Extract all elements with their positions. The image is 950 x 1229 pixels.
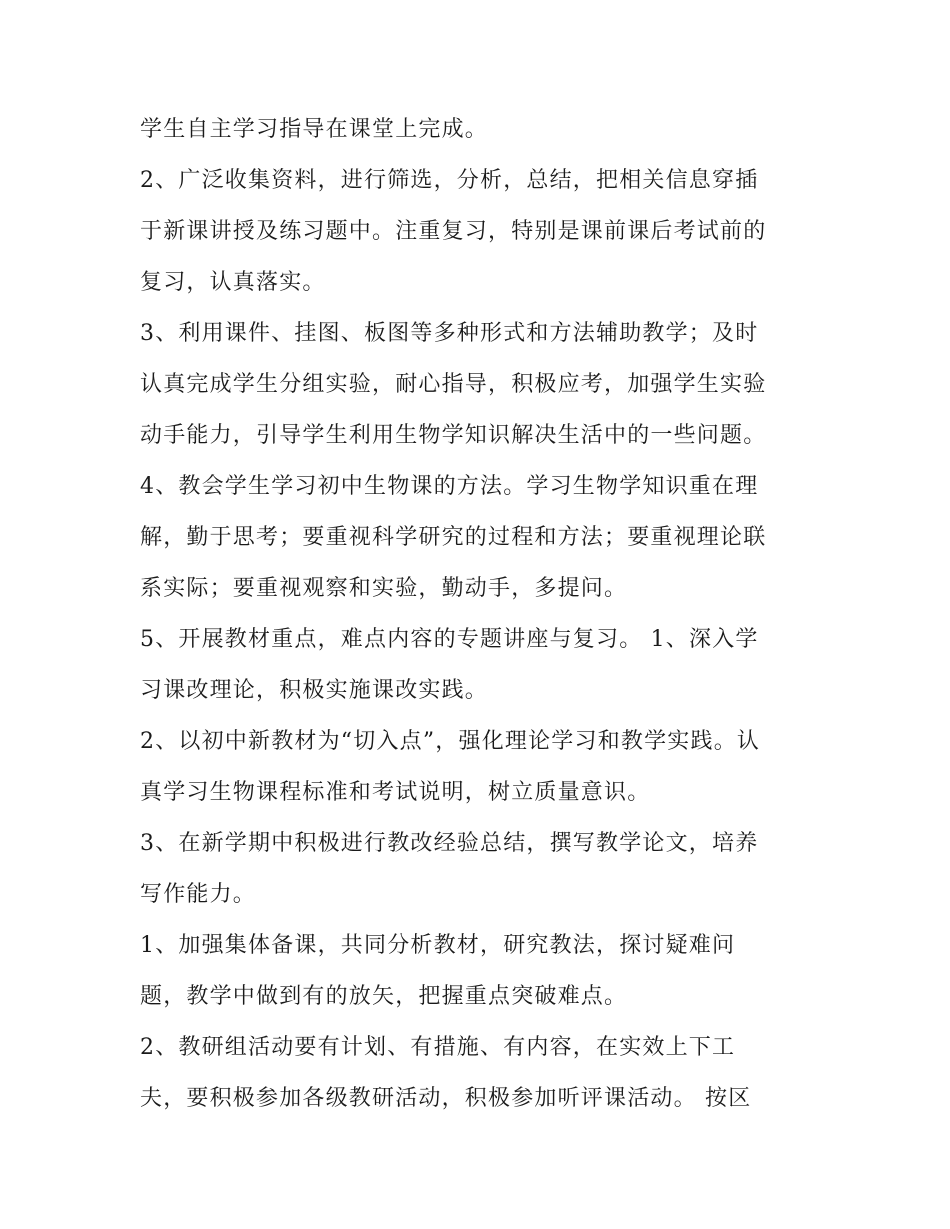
text-line: 学生自主学习指导在课堂上完成。 bbox=[140, 117, 489, 142]
text-line: 1、加强集体备课，共同分析教材，研究教法，探讨疑难问 bbox=[140, 933, 736, 958]
text-line: 解，勤于思考；要重视科学研究的过程和方法；要重视理论联 bbox=[140, 525, 767, 550]
text-line: 3、利用课件、挂图、板图等多种形式和方法辅助教学；及时 bbox=[140, 321, 759, 346]
text-line: 4、教会学生学习初中生物课的方法。学习生物学知识重在理 bbox=[140, 474, 759, 499]
text-line: 习课改理论，积极实施课改实践。 bbox=[140, 678, 489, 703]
text-line: 题，教学中做到有的放矢，把握重点突破难点。 bbox=[140, 984, 628, 1009]
text-line: 于新课讲授及练习题中。注重复习，特别是课前课后考试前的 bbox=[140, 219, 767, 244]
text-line: 真学习生物课程标准和考试说明，树立质量意识。 bbox=[140, 780, 651, 805]
text-line: 3、在新学期中积极进行教改经验总结，撰写教学论文，培养 bbox=[140, 831, 759, 856]
text-line: 夫，要积极参加各级教研活动，积极参加听评课活动。 按区 bbox=[140, 1086, 752, 1111]
text-line: 2、以初中新教材为“切入点”，强化理论学习和教学实践。认 bbox=[140, 729, 761, 754]
text-line: 写作能力。 bbox=[140, 882, 257, 907]
document-page bbox=[140, 104, 820, 1124]
text-line: 认真完成学生分组实验，耐心指导，积极应考，加强学生实验 bbox=[140, 372, 767, 397]
text-line: 2、广泛收集资料，进行筛选，分析，总结，把相关信息穿插 bbox=[140, 168, 759, 193]
text-line: 5、开展教材重点，难点内容的专题讲座与复习。 1、深入学 bbox=[140, 627, 759, 652]
text-line: 动手能力，引导学生利用生物学知识解决生活中的一些问题。 bbox=[140, 423, 767, 448]
text-line: 2、教研组活动要有计划、有措施、有内容，在实效上下工 bbox=[140, 1035, 736, 1060]
text-line: 系实际；要重视观察和实验，勤动手，多提问。 bbox=[140, 576, 628, 601]
text-line: 复习，认真落实。 bbox=[140, 270, 326, 295]
